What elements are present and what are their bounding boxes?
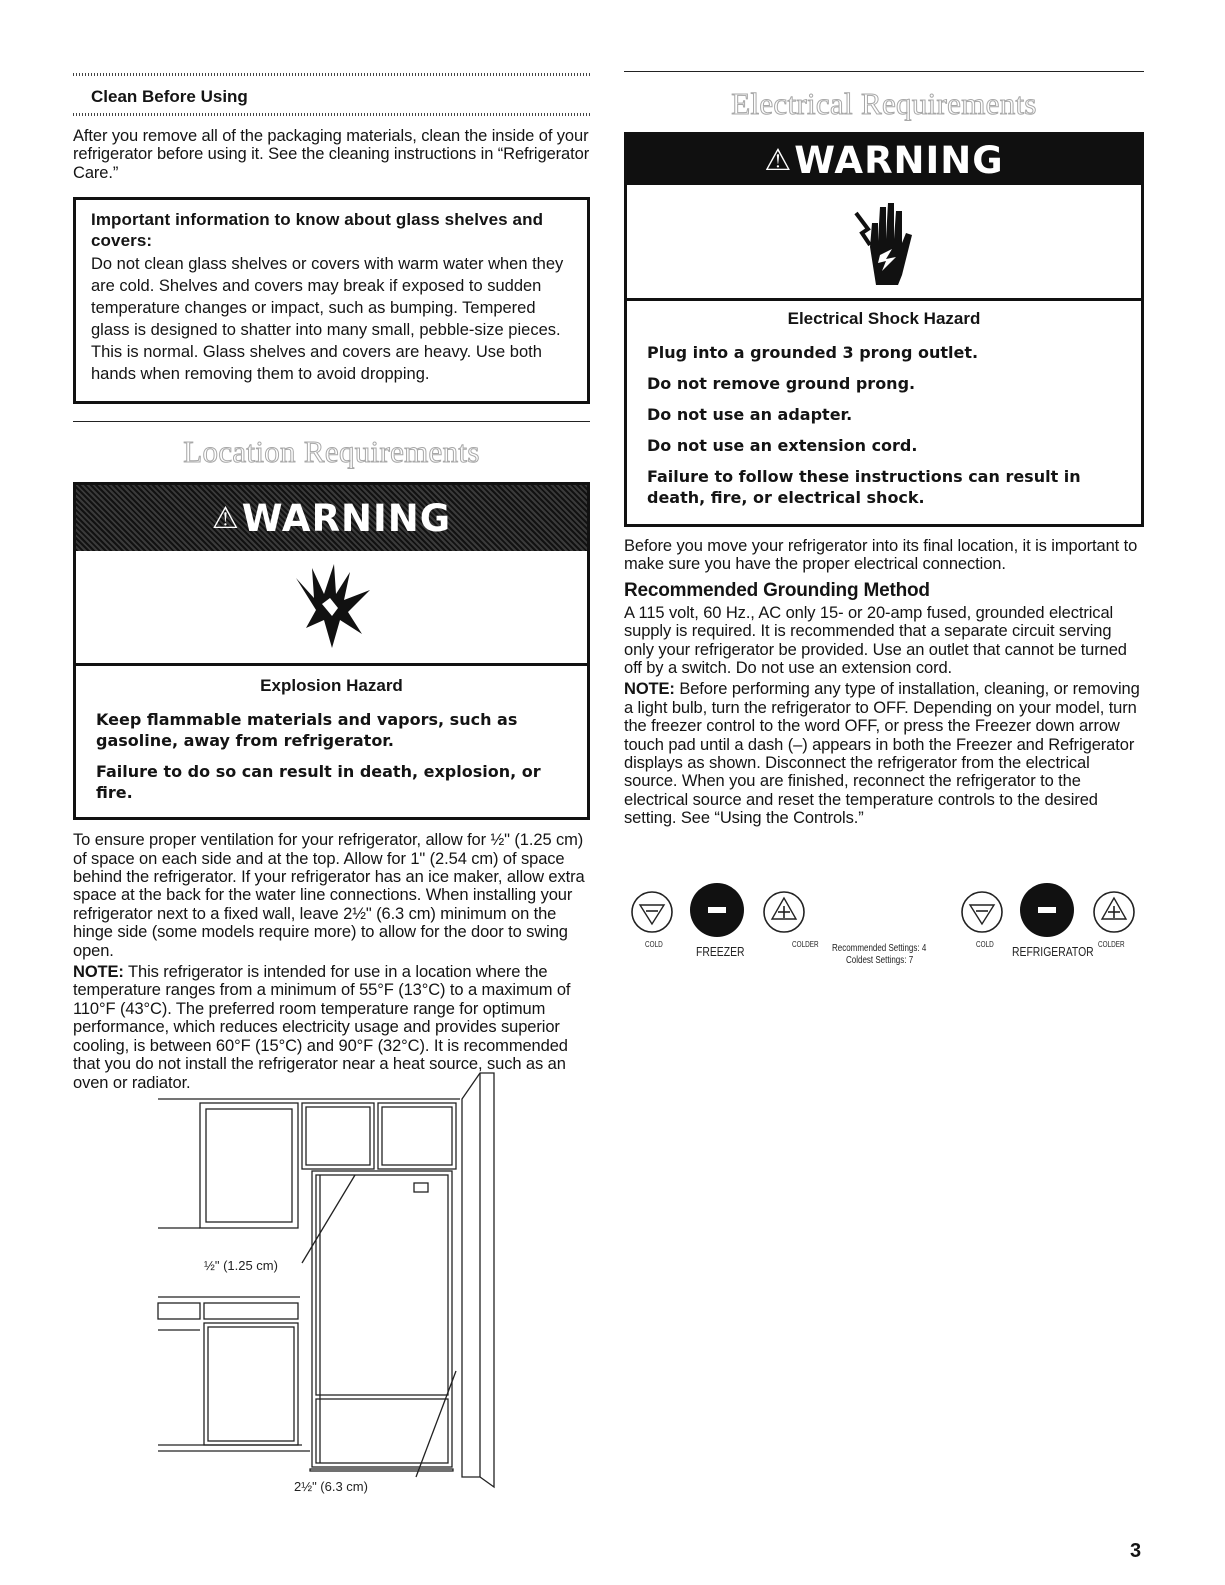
freezer-colder-label: COLDER <box>792 940 819 949</box>
glass-info-box <box>73 197 590 404</box>
explosion-warning-line: Failure to do so can result in death, explosion, or fire. <box>96 762 541 803</box>
top-clearance-label: ½" (1.25 cm) <box>204 1258 278 1273</box>
note-label: NOTE: <box>624 680 675 699</box>
clearance-diagram <box>150 1067 502 1500</box>
refrigerator-control-graphic <box>956 883 1144 943</box>
explosion-hazard-title: Explosion Hazard <box>260 676 403 696</box>
refrigerator-cold-label: COLD <box>976 940 994 949</box>
refrigerator-up-button[interactable] <box>1094 892 1134 932</box>
warning-label: WARNING <box>794 138 1004 182</box>
freezer-control-graphic <box>626 883 814 943</box>
shock-warning-line: Do not use an extension cord. <box>647 436 918 455</box>
freezer-display <box>690 883 744 937</box>
explosion-warning-line: Keep flammable materials and vapors, such as gasoline, away from refrigerator. <box>96 710 518 751</box>
note-body: This refrigerator is intended for use in a location where the temperature ranges from a minimum of 55°F (13°C) to a maximum of 110°F (43°C). The preferred room temperature range for optimum performance, which reduces electricity usage and provides superior cooling, is between 60°F (15°C) and 90°F (32°C). It is recommended that you do not install the refrigerator near a heat source, such as an oven or radiator. <box>73 963 571 1092</box>
electrical-heading: Electrical Requirements <box>731 86 1037 121</box>
refrigerator-down-button[interactable] <box>962 892 1002 932</box>
page-number: 3 <box>1130 1540 1142 1562</box>
electric-shock-icon <box>627 185 1141 301</box>
explosion-warning-box <box>73 482 590 820</box>
freezer-down-button[interactable] <box>632 892 672 932</box>
location-heading: Location Requirements <box>183 434 480 470</box>
glass-info-body: Do not clean glass shelves or covers with warm water when they are cold. Shelves and covers may break if exposed to sudden temperature changes or impact, such as bumping. Tempered glass is designed to shatter into many small, pebble-size pieces. This is normal. Glass shelves and covers are heavy. Use both hands when removing them to avoid dropping. <box>91 255 564 384</box>
warning-triangle-icon: ⚠ <box>211 500 240 536</box>
note-body: Before performing any type of installation, cleaning, or removing a light bulb, turn the refrigerator to OFF. Depending on your model, turn the freezer control to the word OFF, or press the Freezer down arrow touch pad until a dash (–) appears in both the Freezer and Refrigerator displays as shown. Disconnect the refrigerator from the electrical source. When you are finished, reconnect the refrigerator to the electrical source and reset the temperature controls to the desired setting. See “Using the Controls.” <box>624 680 1140 828</box>
shock-warning-line: Do not remove ground prong. <box>647 374 916 393</box>
clearance-diagram-drawing <box>150 1067 502 1500</box>
freezer-label: FREEZER <box>696 944 745 959</box>
refrigerator-label: REFRIGERATOR <box>1012 944 1094 959</box>
refrigerator-display <box>1020 883 1074 937</box>
left-column <box>73 0 590 1092</box>
shock-warning-line: Failure to follow these instructions can result in death, fire, or electrical shock. <box>647 467 1081 507</box>
glass-info-title: Important information to know about glass shelves and covers: <box>91 210 544 251</box>
clean-paragraph: After you remove all of the packaging materials, clean the inside of your refrigerator before using it. See the cleaning instructions in “Refrigerator Care.” <box>73 127 590 182</box>
warning-label: WARNING <box>241 496 452 540</box>
explosion-icon <box>76 551 587 666</box>
section-divider <box>624 71 1144 72</box>
shock-hazard-title: Electrical Shock Hazard <box>787 309 981 328</box>
warning-banner <box>76 485 587 551</box>
refrigerator-colder-label: COLDER <box>1098 940 1125 949</box>
section-divider <box>73 421 590 422</box>
grounding-paragraph: A 115 volt, 60 Hz., AC only 15- or 20-amp fused, grounded electrical supply is required. It is recommended that a separate circuit serving only your refrigerator be provided. Use an outlet that cannot be turned off by a switch. Do not use an extension cord. <box>624 603 1127 678</box>
freezer-cold-label: COLD <box>645 940 663 949</box>
electrical-intro: Before you move your refrigerator into its final location, it is important to make sure you have the proper electrical connection. <box>624 537 1138 574</box>
note-label: NOTE: <box>73 963 124 982</box>
right-column <box>624 0 1144 828</box>
electrical-note <box>624 680 1144 827</box>
section-divider <box>73 113 590 116</box>
ventilation-paragraph: To ensure proper ventilation for your refrigerator, allow for ½" (1.25 cm) of space on each side and at the top. Allow for 1" (2.54 cm) of space behind the refrigerator. If your refrigerator has an ice maker, allow extra space at the back for the water line connections. When installing your refrigerator next to a fixed wall, leave 2½" (6.3 cm) minimum on the hinge side (some models require more) to allow for the door to swing open. <box>73 831 585 960</box>
hinge-clearance-label: 2½" (6.3 cm) <box>294 1479 368 1494</box>
shock-warning-box <box>624 132 1144 527</box>
clean-heading: Clean Before Using <box>91 87 248 106</box>
shock-warning-line: Plug into a grounded 3 prong outlet. <box>647 343 979 362</box>
coldest-setting: Coldest Settings: 7 <box>846 955 914 966</box>
recommended-setting: Recommended Settings: 4 <box>832 943 927 954</box>
freezer-up-button[interactable] <box>764 892 804 932</box>
grounding-heading: Recommended Grounding Method <box>624 579 930 601</box>
warning-triangle-icon: ⚠ <box>764 142 793 178</box>
warning-banner <box>627 135 1141 185</box>
shock-warning-line: Do not use an adapter. <box>647 405 853 424</box>
